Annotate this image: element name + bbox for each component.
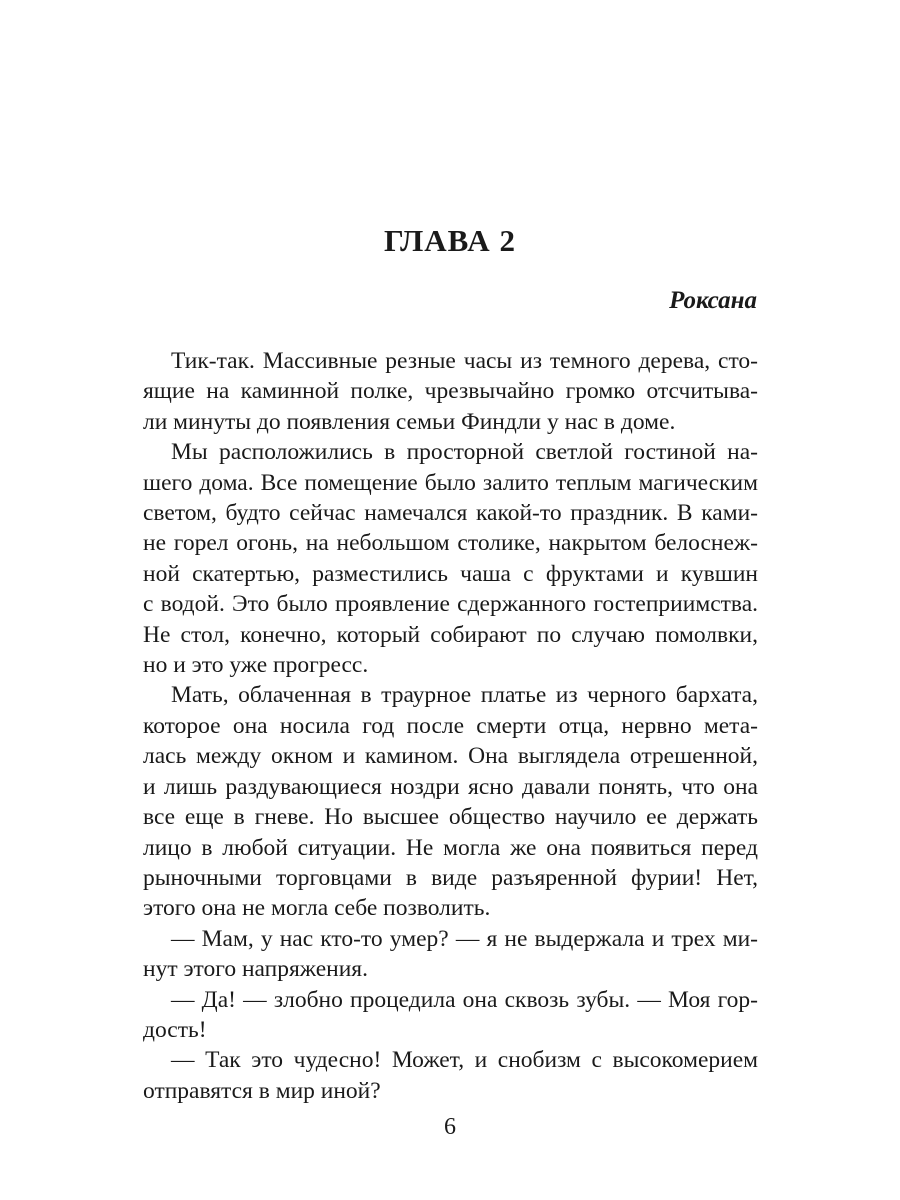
text-line: дость! (143, 1016, 207, 1043)
text-line: ли минуты до появления семьи Финдли у нас в доме. (143, 408, 676, 435)
text-line: рыночными торговцами в виде разъяренной фурии! Нет, (143, 864, 758, 891)
paragraph (143, 680, 758, 923)
paragraph (143, 924, 758, 985)
paragraph (143, 437, 758, 680)
text-line: Мы расположились в просторной светлой гостиной на- (171, 439, 758, 466)
paragraph (143, 1045, 758, 1106)
text-line: все еще в гневе. Но высшее общество научило ее держать (143, 804, 758, 831)
text-line: но и это уже прогресс. (143, 652, 369, 679)
text-line: Тик-так. Массивные резные часы из темного дерева, сто- (171, 348, 758, 374)
paragraph (143, 346, 758, 437)
body-text (143, 346, 758, 1106)
paragraph (143, 985, 758, 1046)
pov-character-name: Роксана (669, 287, 757, 314)
text-line: не горел огонь, на небольшом столике, накрытом белоснеж- (143, 530, 758, 557)
text-line: — Да! — злобно процедила она сквозь зубы. — Моя гор- (171, 986, 758, 1013)
text-line: которое она носила год после смерти отца, нервно мета- (143, 712, 758, 739)
page-number: 6 (444, 1114, 456, 1140)
text-line: Мать, облаченная в траурное платье из черного бархата, (171, 682, 758, 709)
text-line: светом, будто сейчас намечался какой-то праздник. В ками- (143, 500, 758, 527)
chapter-heading: ГЛАВА 2 (384, 223, 516, 258)
text-line: нут этого напряжения. (143, 956, 368, 983)
text-line: с водой. Это было проявление сдержанного гостеприимства. (143, 591, 758, 618)
text-line: отправятся в мир иной? (143, 1077, 381, 1104)
text-line: шего дома. Все помещение было залито теплым магическим (143, 469, 758, 496)
text-line: лицо в любой ситуации. Не могла же она появиться перед (143, 834, 758, 861)
text-line: Не стол, конечно, который собирают по случаю помолвки, (143, 621, 758, 648)
text-line: — Мам, у нас кто-то умер? — я не выдержала и трех ми- (171, 925, 758, 952)
text-line: и лишь раздувающиеся ноздри ясно давали понять, что она (143, 773, 758, 800)
text-line: лась между окном и камином. Она выглядела отрешенной, (143, 743, 758, 770)
text-line: ной скатертью, разместились чаша с фруктами и кувшин (143, 560, 758, 587)
text-line: этого она не могла себе позволить. (143, 895, 491, 922)
text-line: — Так это чудесно! Может, и снобизм с высокомерием (171, 1047, 758, 1074)
text-line: ящие на каминной полке, чрезвычайно громко отсчитыва- (143, 378, 758, 405)
